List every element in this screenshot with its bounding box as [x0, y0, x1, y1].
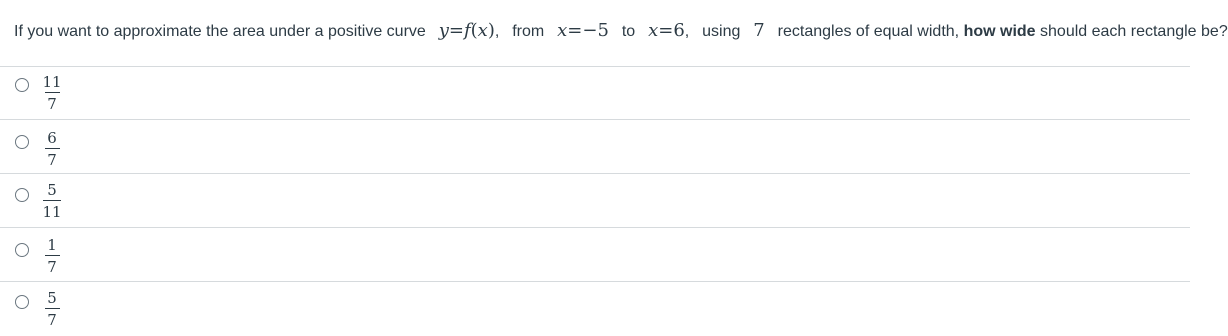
fraction: [40, 181, 64, 221]
fraction-numerator: 5: [47, 181, 57, 199]
math-expression-curve: [439, 20, 495, 41]
math-expression-start: [557, 20, 609, 41]
question-text-part: using: [702, 23, 741, 40]
question-text-part: If you want to approximate the area under a positive curve: [14, 23, 426, 40]
math-paren-close: ): [487, 20, 495, 41]
math-equals: =: [658, 20, 674, 41]
fraction-numerator: 11: [42, 73, 62, 91]
fraction-bar: [43, 200, 61, 201]
comma: ,: [494, 23, 500, 40]
fraction-bar: [45, 255, 60, 256]
answer-option-3[interactable]: [0, 173, 1190, 227]
fraction-denominator: 7: [47, 151, 57, 169]
radio-button[interactable]: [15, 243, 29, 257]
question-text-part: from: [512, 23, 545, 40]
fraction: [40, 289, 64, 329]
radio-button[interactable]: [15, 295, 29, 309]
question-text: [14, 20, 1228, 43]
fraction-denominator: 7: [47, 311, 57, 329]
math-equals: =: [567, 20, 583, 41]
fraction-denominator: 7: [47, 95, 57, 113]
answer-option-5[interactable]: [0, 281, 1190, 335]
fraction-numerator: 6: [47, 129, 57, 147]
math-x: x: [557, 20, 568, 41]
math-value: −5: [582, 20, 609, 41]
answer-option-2[interactable]: [0, 119, 1190, 173]
fraction-denominator: 7: [47, 258, 57, 276]
radio-button[interactable]: [15, 135, 29, 149]
math-x: x: [477, 20, 488, 41]
radio-button[interactable]: [15, 78, 29, 92]
math-paren-open: (: [470, 20, 478, 41]
math-equals: =: [448, 20, 464, 41]
comma: ,: [684, 23, 690, 40]
question-text-part: to: [621, 23, 636, 40]
fraction-bar: [45, 92, 60, 93]
math-value: 6: [673, 20, 685, 41]
fraction-bar: [45, 308, 60, 309]
question-emphasis: how wide: [963, 23, 1036, 40]
math-expression-end: [648, 20, 685, 41]
question-text-part: rectangles of equal width,: [777, 23, 960, 40]
fraction: [40, 129, 64, 169]
fraction-denominator: 11: [42, 203, 62, 221]
math-y: y: [438, 20, 449, 41]
math-expression-count: [753, 20, 764, 41]
fraction-numerator: 5: [47, 289, 57, 307]
math-value: 7: [753, 20, 765, 41]
answer-list: [0, 66, 1190, 335]
radio-button[interactable]: [15, 188, 29, 202]
question-text-part: should each rectangle be?: [1040, 23, 1228, 40]
fraction: [40, 73, 64, 113]
fraction: [40, 236, 64, 276]
fraction-bar: [45, 148, 60, 149]
fraction-numerator: 1: [47, 236, 57, 254]
math-f: f: [463, 20, 471, 41]
answer-option-1[interactable]: [0, 66, 1190, 119]
answer-option-4[interactable]: [0, 227, 1190, 281]
math-x: x: [648, 20, 659, 41]
